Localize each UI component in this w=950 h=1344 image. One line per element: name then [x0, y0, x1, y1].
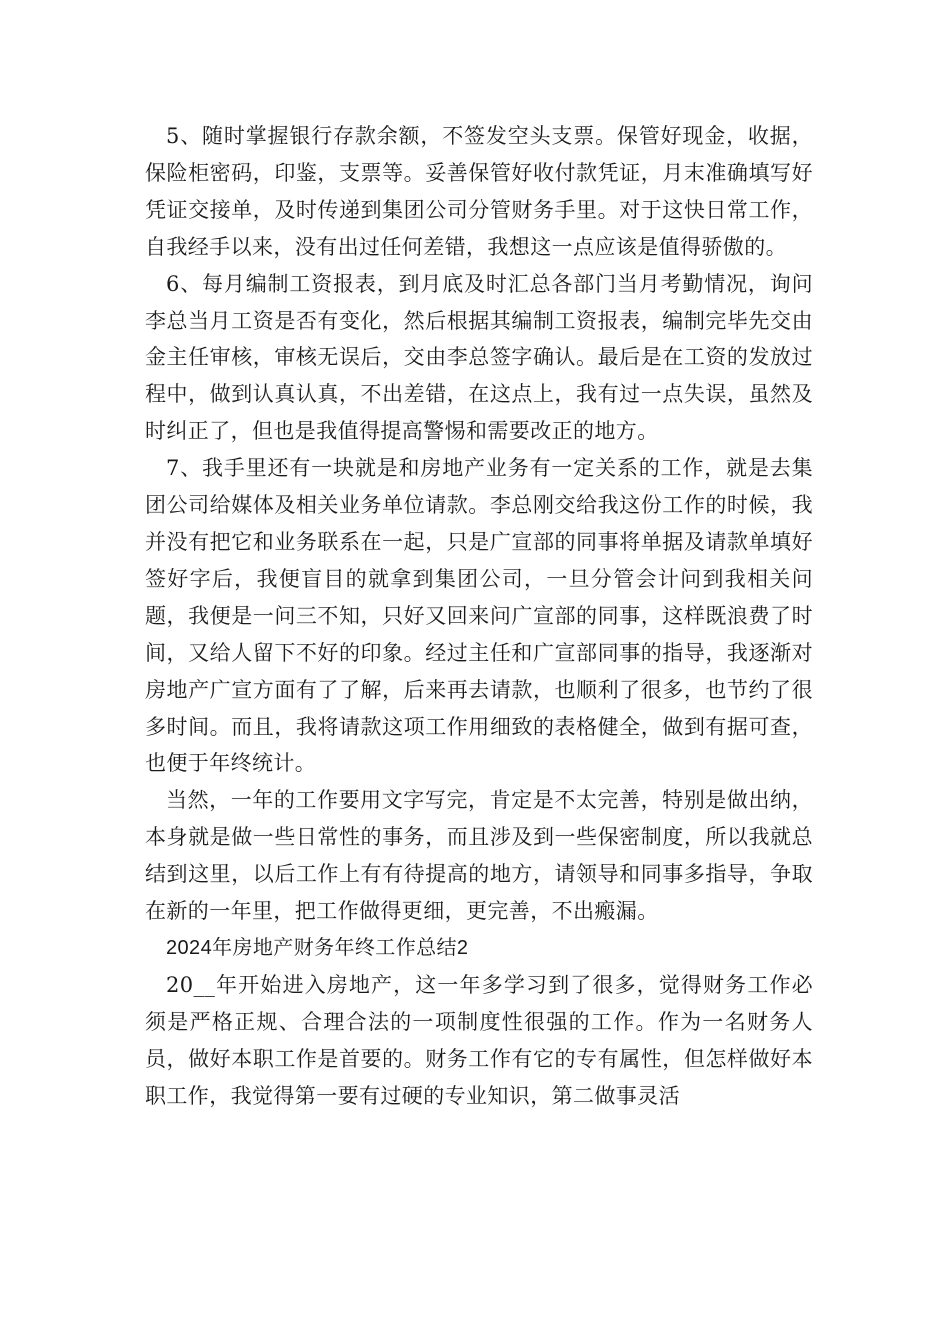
section-heading: 2024年房地产财务年终工作总结2	[166, 936, 469, 959]
intro-paragraph: 20__年开始进入房地产，这一年多学习到了很多，觉得财务工作必须是严格正规、合理合法的一项制度性很强的工作。作为一名财务人员，做好本职工作是首要的。财务工作有它的专有属性，但怎样做好本职工作，我觉得第一要有过硬的专业知识，第二做事灵活	[145, 972, 813, 1108]
document-body	[145, 118, 813, 1114]
paragraph-item-6: 6、每月编制工资报表，到月底及时汇总各部门当月考勤情况，询问李总当月工资是否有变化，然后根据其编制工资报表，编制完毕先交由金主任审核，审核无误后，交由李总签字确认。最后是在工资的发放过程中，做到认真认真，不出差错，在这点上，我有过一点失误，虽然及时纠正了，但也是我值得提高警惕和需要改正的地方。	[145, 271, 813, 444]
closing-paragraph: 当然，一年的工作要用文字写完，肯定是不太完善，特别是做出纳，本身就是做一些日常性的事务，而且涉及到一些保密制度，所以我就总结到这里，以后工作上有有待提高的地方，请领导和同事多指导，争取在新的一年里，把工作做得更细，更完善，不出瘢漏。	[145, 788, 813, 924]
paragraph-item-7: 7、我手里还有一块就是和房地产业务有一定关系的工作，就是去集团公司给媒体及相关业务单位请款。李总刚交给我这份工作的时候，我并没有把它和业务联系在一起，只是广宣部的同事将单据及请款单填好签好字后，我便盲目的就拿到集团公司，一旦分管会计问到我相关问题，我便是一问三不知，只好又回来问广宣部的同事，这样既浪费了时间，又给人留下不好的印象。经过主任和广宣部同事的指导，我逐渐对房地产广宣方面有了了解，后来再去请款，也顺利了很多，也节约了很多时间。而且，我将请款这项工作用细致的表格健全，做到有据可查，也便于年终统计。	[145, 456, 813, 776]
paragraph-item-5: 5、随时掌握银行存款余额，不签发空头支票。保管好现金，收据，保险柜密码，印鉴，支票等。妥善保管好收付款凭证，月末准确填写好凭证交接单，及时传递到集团公司分管财务手里。对于这快日常工作，自我经手以来，没有出过任何差错，我想这一点应该是值得骄傲的。	[145, 124, 813, 259]
